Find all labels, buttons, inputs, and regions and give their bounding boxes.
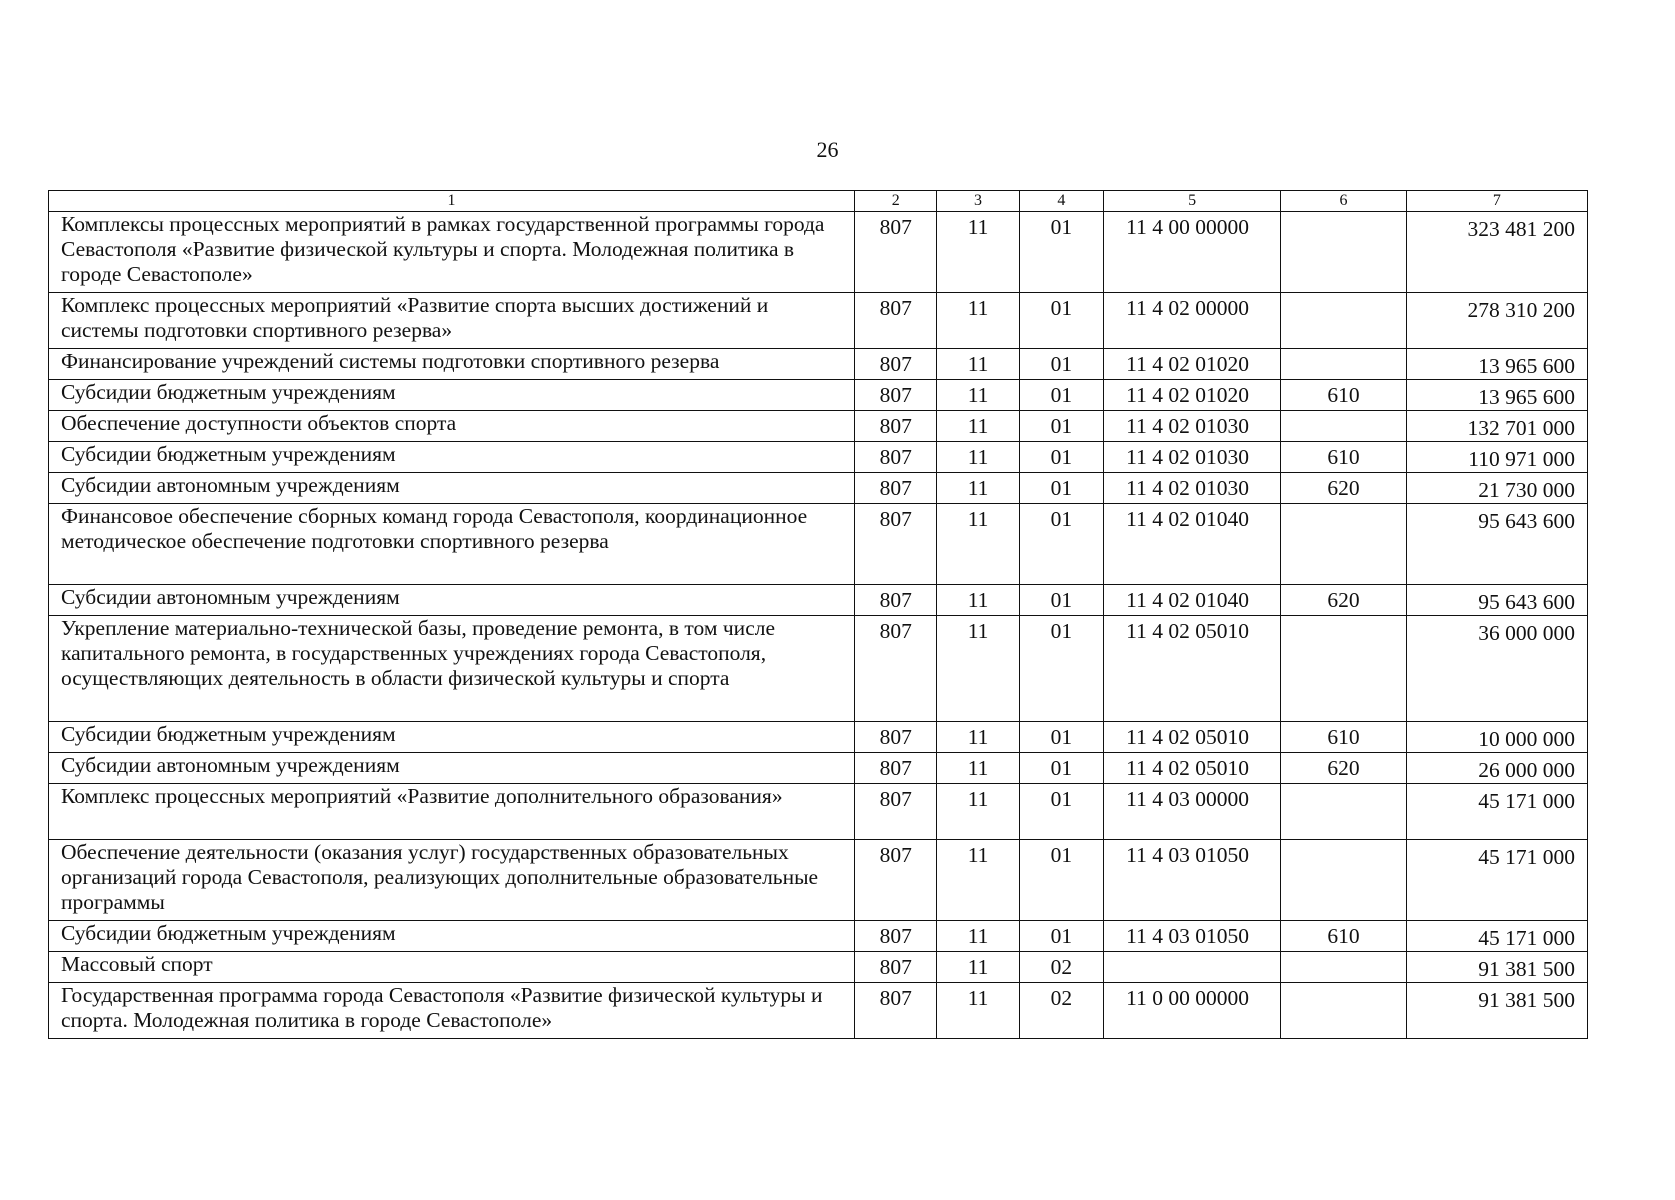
row-col-3: 11 — [937, 784, 1019, 840]
row-name: Субсидии бюджетным учреждениям — [49, 380, 855, 411]
row-col-5: 11 4 02 05010 — [1104, 616, 1281, 722]
row-col-7: 91 381 500 — [1406, 983, 1587, 1039]
table-row — [49, 840, 1588, 921]
row-col-4: 01 — [1019, 722, 1103, 753]
row-col-6: 610 — [1281, 442, 1407, 473]
row-col-5: 11 4 02 01030 — [1104, 411, 1281, 442]
row-col-6: 620 — [1281, 473, 1407, 504]
row-col-4: 02 — [1019, 983, 1103, 1039]
row-col-2: 807 — [855, 952, 937, 983]
row-name: Субсидии бюджетным учреждениям — [49, 722, 855, 753]
row-col-3: 11 — [937, 380, 1019, 411]
row-col-5: 11 4 03 01050 — [1104, 840, 1281, 921]
row-col-4: 01 — [1019, 212, 1103, 293]
row-name: Финансирование учреждений системы подготовки спортивного резерва — [49, 349, 855, 380]
row-col-6: 610 — [1281, 921, 1407, 952]
row-col-6: 610 — [1281, 380, 1407, 411]
row-col-6 — [1281, 784, 1407, 840]
row-col-5: 11 4 02 01030 — [1104, 442, 1281, 473]
table-row — [49, 411, 1588, 442]
row-col-7: 13 965 600 — [1406, 380, 1587, 411]
row-name: Субсидии автономным учреждениям — [49, 753, 855, 784]
row-name: Комплекс процессных мероприятий «Развитие дополнительного образования» — [49, 784, 855, 840]
row-name: Финансовое обеспечение сборных команд города Севастополя, координационное методическое обеспечение подготовки спортивного резерва — [49, 504, 855, 585]
row-col-7: 323 481 200 — [1406, 212, 1587, 293]
row-name: Субсидии автономным учреждениям — [49, 473, 855, 504]
row-col-3: 11 — [937, 504, 1019, 585]
row-col-3: 11 — [937, 921, 1019, 952]
row-col-4: 01 — [1019, 753, 1103, 784]
row-col-4: 01 — [1019, 840, 1103, 921]
row-name: Комплексы процессных мероприятий в рамках государственной программы города Севастополя «Развитие физической культуры и спорта. Молодежная политика в городе Севастополе» — [49, 212, 855, 293]
row-col-3: 11 — [937, 442, 1019, 473]
row-col-5: 11 4 00 00000 — [1104, 212, 1281, 293]
row-col-6: 620 — [1281, 585, 1407, 616]
row-col-5: 11 4 02 01020 — [1104, 349, 1281, 380]
row-col-2: 807 — [855, 380, 937, 411]
row-name: Субсидии автономным учреждениям — [49, 585, 855, 616]
table-row — [49, 753, 1588, 784]
row-col-7: 132 701 000 — [1406, 411, 1587, 442]
row-col-7: 278 310 200 — [1406, 293, 1587, 349]
row-col-2: 807 — [855, 784, 937, 840]
row-col-2: 807 — [855, 504, 937, 585]
row-col-6 — [1281, 411, 1407, 442]
table-row — [49, 722, 1588, 753]
row-col-6 — [1281, 840, 1407, 921]
row-col-5: 11 4 02 01030 — [1104, 473, 1281, 504]
table-row — [49, 293, 1588, 349]
row-col-7: 45 171 000 — [1406, 784, 1587, 840]
row-col-5 — [1104, 952, 1281, 983]
row-name: Субсидии бюджетным учреждениям — [49, 921, 855, 952]
row-col-4: 01 — [1019, 442, 1103, 473]
row-col-7: 95 643 600 — [1406, 585, 1587, 616]
row-col-3: 11 — [937, 616, 1019, 722]
budget-table — [48, 190, 1588, 1039]
page-number: 26 — [816, 137, 839, 162]
row-name: Государственная программа города Севастополя «Развитие физической культуры и спорта. Молодежная политика в городе Севастополе» — [49, 983, 855, 1039]
row-col-3: 11 — [937, 952, 1019, 983]
row-col-3: 11 — [937, 349, 1019, 380]
row-col-5: 11 4 02 05010 — [1104, 753, 1281, 784]
header-col-6: 6 — [1281, 191, 1407, 212]
row-col-7: 45 171 000 — [1406, 921, 1587, 952]
table-row — [49, 349, 1588, 380]
row-col-5: 11 4 02 01040 — [1104, 585, 1281, 616]
table-row — [49, 212, 1588, 293]
row-name: Массовый спорт — [49, 952, 855, 983]
row-col-7: 21 730 000 — [1406, 473, 1587, 504]
table-row — [49, 616, 1588, 722]
row-col-2: 807 — [855, 349, 937, 380]
row-col-6: 610 — [1281, 722, 1407, 753]
row-col-5: 11 0 00 00000 — [1104, 983, 1281, 1039]
header-row — [49, 191, 1588, 212]
row-col-4: 01 — [1019, 411, 1103, 442]
row-col-7: 26 000 000 — [1406, 753, 1587, 784]
row-col-6 — [1281, 293, 1407, 349]
row-col-2: 807 — [855, 753, 937, 784]
row-col-4: 01 — [1019, 504, 1103, 585]
row-col-6 — [1281, 952, 1407, 983]
row-col-7: 10 000 000 — [1406, 722, 1587, 753]
row-name: Укрепление материально-технической базы, проведение ремонта, в том числе капитального ремонта, в государственных учреждениях города Севастополя, осуществляющих деятельность в области физической культуры и спорта — [49, 616, 855, 722]
row-col-4: 01 — [1019, 349, 1103, 380]
table-row — [49, 504, 1588, 585]
row-col-4: 01 — [1019, 380, 1103, 411]
table-row — [49, 585, 1588, 616]
row-col-6 — [1281, 349, 1407, 380]
row-col-2: 807 — [855, 921, 937, 952]
row-name: Комплекс процессных мероприятий «Развитие спорта высших достижений и системы подготовки спортивного резерва» — [49, 293, 855, 349]
row-col-3: 11 — [937, 983, 1019, 1039]
row-col-2: 807 — [855, 840, 937, 921]
row-col-5: 11 4 02 01040 — [1104, 504, 1281, 585]
table-row — [49, 983, 1588, 1039]
row-col-3: 11 — [937, 212, 1019, 293]
row-col-7: 13 965 600 — [1406, 349, 1587, 380]
row-col-5: 11 4 02 00000 — [1104, 293, 1281, 349]
row-col-2: 807 — [855, 616, 937, 722]
row-col-7: 91 381 500 — [1406, 952, 1587, 983]
row-col-5: 11 4 02 05010 — [1104, 722, 1281, 753]
row-col-3: 11 — [937, 722, 1019, 753]
row-col-2: 807 — [855, 983, 937, 1039]
table-row — [49, 921, 1588, 952]
row-name: Обеспечение деятельности (оказания услуг) государственных образовательных организаций города Севастополя, реализующих дополнительные образовательные программы — [49, 840, 855, 921]
row-col-3: 11 — [937, 473, 1019, 504]
row-col-4: 01 — [1019, 921, 1103, 952]
row-col-7: 45 171 000 — [1406, 840, 1587, 921]
table-row — [49, 784, 1588, 840]
row-col-5: 11 4 03 01050 — [1104, 921, 1281, 952]
table-row — [49, 473, 1588, 504]
row-col-7: 36 000 000 — [1406, 616, 1587, 722]
table-body — [49, 212, 1588, 1039]
row-col-3: 11 — [937, 411, 1019, 442]
row-col-6 — [1281, 212, 1407, 293]
row-col-3: 11 — [937, 840, 1019, 921]
row-col-4: 01 — [1019, 616, 1103, 722]
header-col-5: 5 — [1104, 191, 1281, 212]
row-col-2: 807 — [855, 585, 937, 616]
row-col-2: 807 — [855, 722, 937, 753]
row-name: Субсидии бюджетным учреждениям — [49, 442, 855, 473]
row-col-3: 11 — [937, 585, 1019, 616]
table-row — [49, 442, 1588, 473]
row-col-5: 11 4 03 00000 — [1104, 784, 1281, 840]
header-col-2: 2 — [855, 191, 937, 212]
header-col-3: 3 — [937, 191, 1019, 212]
row-col-2: 807 — [855, 293, 937, 349]
header-col-4: 4 — [1019, 191, 1103, 212]
row-col-2: 807 — [855, 473, 937, 504]
row-col-4: 01 — [1019, 293, 1103, 349]
header-col-1: 1 — [49, 191, 855, 212]
row-col-7: 95 643 600 — [1406, 504, 1587, 585]
row-col-6: 620 — [1281, 753, 1407, 784]
row-col-4: 01 — [1019, 585, 1103, 616]
row-col-3: 11 — [937, 293, 1019, 349]
row-col-5: 11 4 02 01020 — [1104, 380, 1281, 411]
row-col-2: 807 — [855, 212, 937, 293]
row-col-3: 11 — [937, 753, 1019, 784]
table-row — [49, 380, 1588, 411]
row-col-6 — [1281, 504, 1407, 585]
header-col-7: 7 — [1406, 191, 1587, 212]
row-name: Обеспечение доступности объектов спорта — [49, 411, 855, 442]
row-col-4: 02 — [1019, 952, 1103, 983]
row-col-2: 807 — [855, 442, 937, 473]
row-col-4: 01 — [1019, 784, 1103, 840]
row-col-6 — [1281, 616, 1407, 722]
row-col-7: 110 971 000 — [1406, 442, 1587, 473]
row-col-4: 01 — [1019, 473, 1103, 504]
table-row — [49, 952, 1588, 983]
row-col-6 — [1281, 983, 1407, 1039]
row-col-2: 807 — [855, 411, 937, 442]
